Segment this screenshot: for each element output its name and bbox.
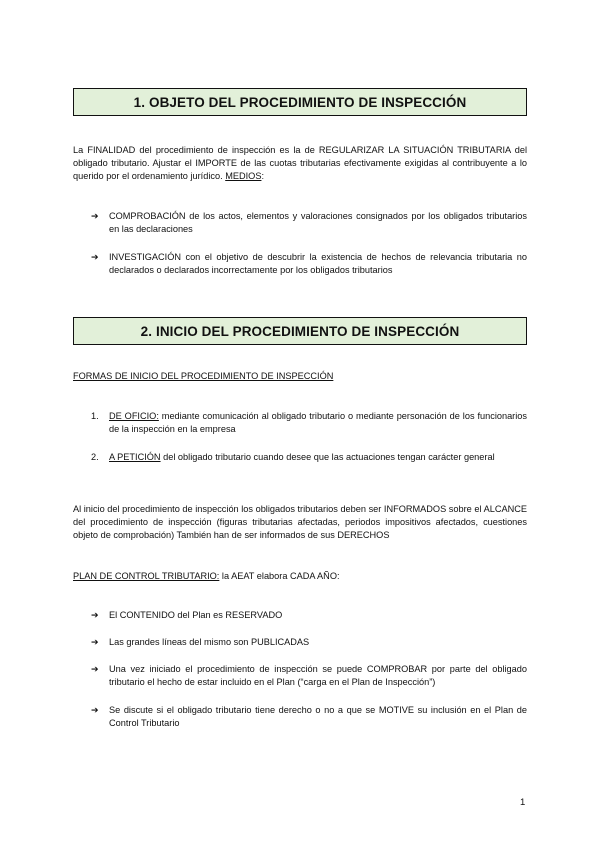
section-1-heading [73,88,527,116]
list-item [91,251,527,277]
medios-label: MEDIOS [225,171,262,181]
list-item-text: INVESTIGACIÓN con el objetivo de descubrir la existencia de hechos de relevancia tributaria no declarados o declarados incorrectamente por los obligados tributarios [109,252,527,275]
list-item [91,210,527,236]
item-number: 1. [91,411,99,421]
arrow-icon: ➔ [91,664,99,674]
plan-label-line [73,570,340,583]
numbered-item [91,410,527,436]
forma-desc: del obligado tributario cuando desee que las actuaciones tengan carácter general [160,452,495,462]
numbered-item-text [109,451,527,464]
list-item [91,636,527,649]
list-item [91,609,527,622]
numbered-item [91,451,527,464]
forma-term: A PETICIÓN [109,452,161,462]
arrow-icon: ➔ [91,705,99,715]
forma-desc: mediante comunicación al obligado tributario o mediante personación de los funcionarios de la inspección en la empresa [109,411,527,434]
intro-text: La FINALIDAD del procedimiento de inspección es la de REGULARIZAR LA SITUACIÓN TRIBUTARIA del obligado tributario. Ajustar el IMPORTE de las cuotas tributarias efectivamente exigidas al contribuyente a lo querido por el ordenamiento jurídico. [73,145,527,181]
list-item-text: Una vez iniciado el procedimiento de inspección se puede COMPROBAR por parte del obligado tributario el hecho de estar incluido en el Plan (“carga en el Plan de Inspección”) [109,664,527,687]
arrow-icon: ➔ [91,637,99,647]
list-item-text: Se discute si el obligado tributario tiene derecho o no a que se MOTIVE su inclusión en el Plan de Control Tributario [109,705,527,728]
section-1-intro [73,144,527,183]
section-2-heading-text: 2. INICIO DEL PROCEDIMIENTO DE INSPECCIÓN [140,323,460,339]
list-item-text: COMPROBACIÓN de los actos, elementos y valoraciones consignados por los obligados tributarios en las declaraciones [109,211,527,234]
arrow-icon: ➔ [91,252,99,262]
list-item-text: Las grandes líneas del mismo son PUBLICADAS [109,637,310,647]
plan-label: PLAN DE CONTROL TRIBUTARIO: [73,571,220,581]
section-2-heading [73,317,527,345]
arrow-icon: ➔ [91,610,99,620]
plan-rest: la AEAT elabora CADA AÑO: [219,571,340,581]
formas-label: FORMAS DE INICIO DEL PROCEDIMIENTO DE INSPECCIÓN [73,371,334,381]
list-item-text: El CONTENIDO del Plan es RESERVADO [109,610,283,620]
list-item [91,663,527,689]
numbered-item-text [109,410,527,436]
list-item [91,704,527,730]
item-number: 2. [91,452,99,462]
section-1-heading-text: 1. OBJETO DEL PROCEDIMIENTO DE INSPECCIÓN [133,94,467,110]
intro-end: : [261,171,265,181]
informados-paragraph: Al inicio del procedimiento de inspección los obligados tributarios deben ser INFORMADOS sobre el ALCANCE del procedimiento de inspección (figuras tributarias afectadas, periodos impositivos afectados, cuestiones objeto de comprobación) También han de ser informados de sus DERECHOS [73,504,527,540]
page-number: 1 [520,797,526,808]
forma-term: DE OFICIO: [109,411,159,421]
arrow-icon: ➔ [91,211,99,221]
